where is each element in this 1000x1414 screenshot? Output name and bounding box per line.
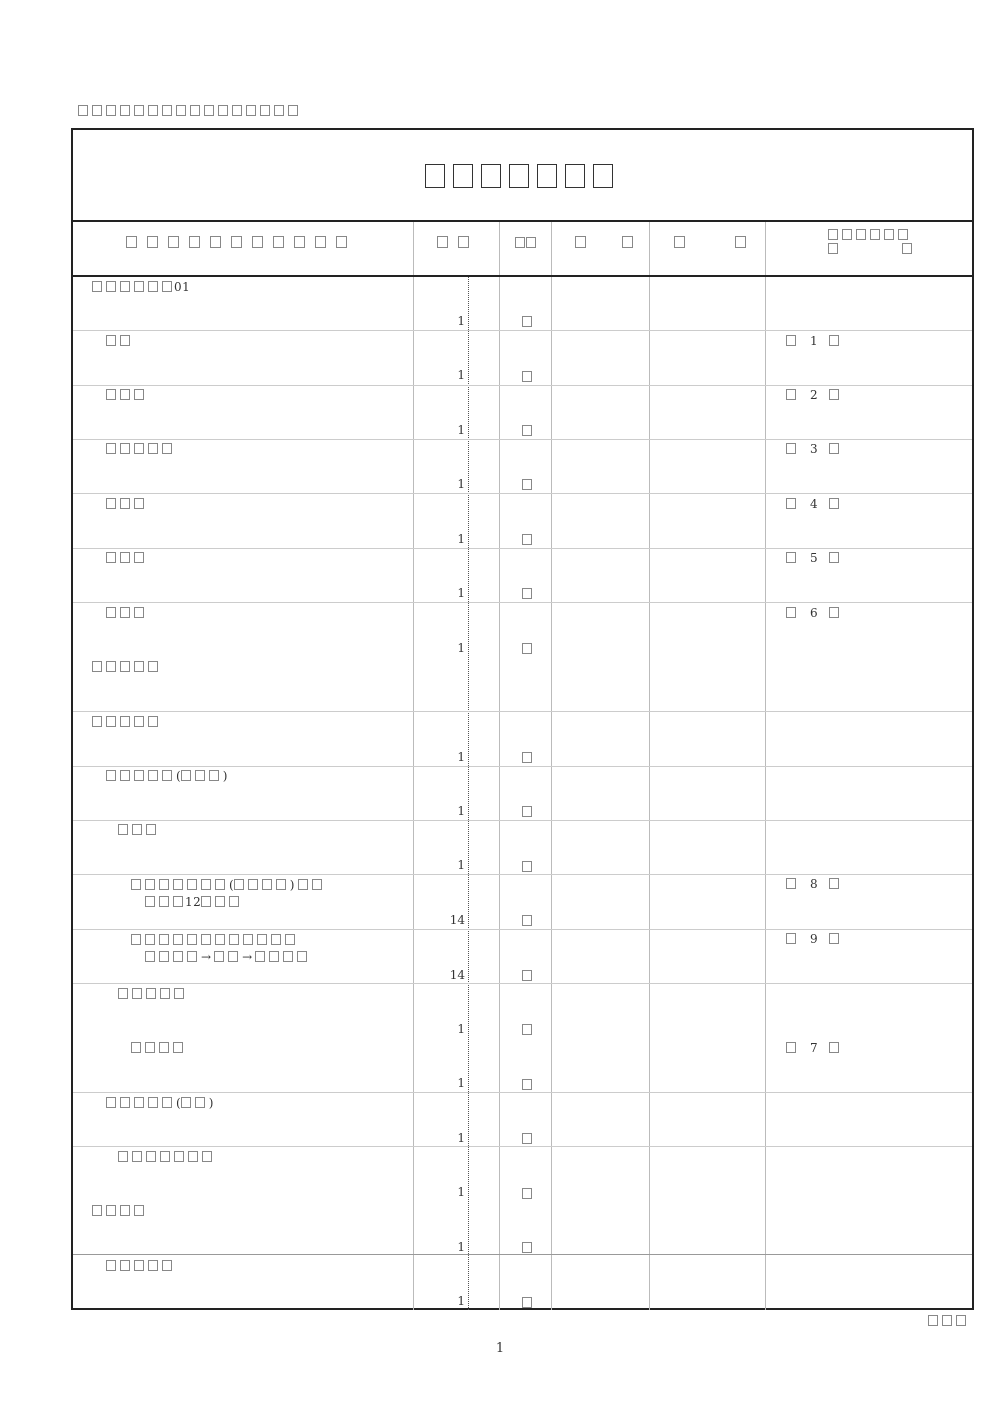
qty-value: 1 [457,314,465,328]
item-label [106,606,148,620]
qty-dotted-divider [468,277,469,1310]
unit-glyph [522,969,536,983]
qty-value: 1 [457,477,465,491]
qty-value: 1 [457,1294,465,1308]
item-label: → → [131,932,311,966]
item-label: ( ) 12 [131,877,326,911]
remark-ref: 9 [786,932,843,946]
remark-ref: 7 [786,1041,843,1055]
document-caption [78,104,302,119]
unit-glyph [522,478,536,492]
unit-glyph [522,1132,536,1146]
unit-glyph [522,533,536,547]
unit-glyph [522,1078,536,1092]
header-qty [437,236,479,250]
qty-value: 1 [457,1240,465,1254]
itemized-statement-table [71,128,974,1310]
header-unit-price [575,236,643,250]
remark-ref: 4 [786,497,843,511]
qty-value: 1 [457,586,465,600]
page-number: 1 [495,1341,505,1356]
unit-glyph [522,642,536,656]
unit-glyph [522,1296,536,1310]
title-band [73,130,972,222]
header-spec [126,236,357,250]
item-label [106,1259,176,1273]
qty-value: 1 [457,1185,465,1199]
item-label: ( ) [106,1096,213,1110]
continued-marker [928,1314,970,1329]
qty-value: 1 [457,1022,465,1036]
remark-ref: 1 [786,334,843,348]
caption-glyphs [78,104,302,119]
unit-glyph [522,1023,536,1037]
item-label [118,987,188,1001]
document-title [73,164,972,191]
item-label [106,388,148,402]
item-label [118,1150,216,1164]
item-label [118,823,160,837]
qty-value: 14 [449,968,465,982]
unit-glyph [522,1187,536,1201]
remark-ref: 2 [786,388,843,402]
item-label [106,551,148,565]
item-label [106,497,148,511]
unit-glyph [522,805,536,819]
qty-value: 14 [449,913,465,927]
qty-value: 1 [457,858,465,872]
subtotal-label [92,660,162,674]
remark-ref: 3 [786,442,843,456]
item-label [92,1204,148,1218]
qty-value: 1 [457,423,465,437]
qty-value: 1 [457,804,465,818]
item-label: ( ) [106,769,227,783]
unit-glyph [522,370,536,384]
remark-ref: 5 [786,551,843,565]
unit-glyph [522,315,536,329]
qty-value: 1 [457,750,465,764]
header-unit [515,236,540,250]
qty-value: 1 [457,1076,465,1090]
qty-value: 1 [457,532,465,546]
qty-value: 1 [457,1131,465,1145]
qty-value: 1 [457,368,465,382]
item-label [106,442,176,456]
remark-ref: 6 [786,606,843,620]
item-label [92,715,162,729]
unit-glyph [522,860,536,874]
unit-glyph [522,1241,536,1255]
column-header-row [73,222,972,277]
unit-glyph [522,914,536,928]
unit-glyph [522,751,536,765]
header-remarks [828,228,916,256]
item-label [106,334,134,348]
item-label: 01 [92,280,190,294]
header-amount [674,236,756,250]
unit-glyph [522,424,536,438]
qty-value: 1 [457,641,465,655]
item-label [131,1041,187,1055]
remark-ref: 8 [786,877,843,891]
unit-glyph [522,587,536,601]
